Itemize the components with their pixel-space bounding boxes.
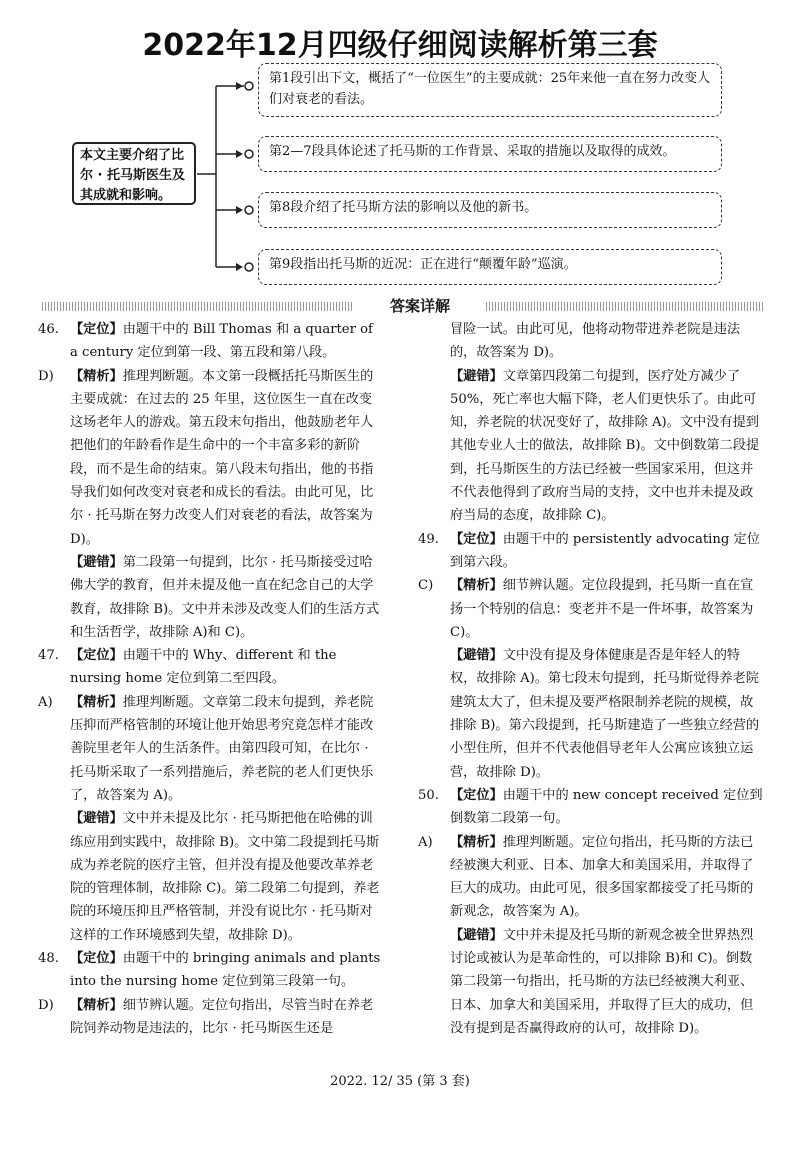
- answer-item: D) 【精析】细节辨认题。定位句指出，尽管当时在养老院饲养动物是违法的，比尔 · 托马斯医生还是: [38, 997, 374, 1036]
- avoid-note: 【避错】文中没有提及身体健康是否是年轻人的特权，故排除 A)。第七段末句提到，托马斯觉得养老院建筑太大了，但未提及要严格限制养老院的规模，故排除 B)。第六段提到，托马斯建造了一些独立经营的小型住所，但并不代表他倡导老年人公寓应该独立运营，故排除 D)。: [450, 648, 760, 780]
- avoid-note: 【避错】文章第四段第二句提到，医疗处方减少了 50%，死亡率也大幅下降，老人们更快乐了。由此可知，养老院的状况变好了，故排除 A)。文中没有提到其他专业人士的做法，故排除 B)。文中倒数第二段提到，托马斯医生的方法已经被一些国家采用，但这并不代表他得到了政府当局的支持，文中也并未提及政府当局的态度，故排除 C)。: [450, 368, 760, 524]
- answer-item: 50. 【定位】由题干中的 new concept received 定位到倒数第二段第一句。: [418, 787, 763, 827]
- paragraph-note-4: 第9段指出托马斯的近况：正在进行“颠覆年龄”巡演。: [258, 249, 722, 285]
- page-title: 2022年12月四级仔细阅读解析第三套: [142, 28, 658, 63]
- section-heading: 答案详解: [389, 297, 450, 315]
- avoid-note: 【避错】第二段第一句提到，比尔 · 托马斯接受过哈佛大学的教育，但并未提及他一直在纪念自己的大学教育，故排除 B)。文中并未涉及改变人们的生活方式和生活哲学，故排除 A)和 C)。: [70, 554, 380, 640]
- answer-item: 48. 【定位】由题干中的 bringing animals and plants into the nursing home 定位到第三段第一句。: [38, 951, 381, 990]
- continued-text: 冒险一试。由此可见，他将动物带进养老院是违法的，故答案为 D)。: [450, 322, 741, 361]
- paragraph-note-3: 第8段介绍了托马斯方法的影响以及他的新书。: [258, 192, 722, 228]
- avoid-note: 【避错】文中并未提及比尔 · 托马斯把他在哈佛的训练应用到实践中，故排除 B)。文中第二段提到托马斯成为养老院的医疗主管，但并没有提及他要改革养老院的管理体制，故排除 C)。第二段第二句提到，养老院的环境压抑且严格管制，并没有说比尔 · 托马斯对这样的工作环境感到失望，故排除 D)。: [70, 811, 380, 943]
- paragraph-note-1: 第1段引出下文，概括了“一位医生”的主要成就：25年来他一直在努力改变人们对衰老的看法。: [258, 63, 722, 117]
- section-heading-bar: [42, 298, 764, 314]
- answer-item: C) 【精析】细节辨认题。定位段提到，托马斯一直在宣扬一个特别的信息：变老并不是一件坏事，故答案为 C)。: [418, 578, 754, 640]
- page-footer: 2022. 12/ 35 (第 3 套): [330, 1074, 470, 1089]
- answer-item: D) 【精析】推理判断题。本文第一段概括托马斯医生的主要成就：在过去的 25 年里，这位医生一直在改变这场老年人的游戏。第五段末句指出，他鼓励老年人把他们的年龄看作是生命中的一个丰富多彩的新阶段，而不是生命的结束。第八段末句指出，他的书指导我们如何改变对衰老和成长的看法。由此可见，比尔 · 托马斯在努力改变人们对衰老的看法，故答案为 D)。: [38, 368, 374, 547]
- answer-item: A) 【精析】推理判断题。定位句指出，托马斯的方法已经被澳大利亚、日本、加拿大和美国采用，并取得了巨大的成功。由此可见，很多国家都接受了托马斯的新观念，故答案为 A)。: [418, 834, 754, 920]
- left-column: [38, 318, 383, 1040]
- answer-item: 49. 【定位】由题干中的 persistently advocating 定位到第六段。: [418, 531, 760, 570]
- right-column: [418, 318, 763, 1040]
- answer-item: 46. 【定位】由题干中的 Bill Thomas 和 a quarter of a century 定位到第一段、第五段和第八段。: [38, 322, 373, 361]
- answer-item: 47. 【定位】由题干中的 Why、different 和 the nursing home 定位到第二至四段。: [38, 648, 337, 687]
- divider: [42, 302, 354, 311]
- answer-item: A) 【精析】推理判断题。文章第二段末句提到，养老院压抑而严格管制的环境让他开始思考究竟怎样才能改善院里老年人的生活条件。由第四段可知，在比尔 · 托马斯采取了一系列措施后，养老院的老人们更快乐了，故答案为 A)。: [38, 694, 374, 803]
- paragraph-note-2: 第2—7段具体论述了托马斯的工作背景、采取的措施以及取得的成效。: [258, 136, 722, 172]
- divider: [486, 302, 764, 311]
- avoid-note: 【避错】文中并未提及托马斯的新观念被全世界热烈讨论或被认为是革命性的，可以排除 B)和 C)。倒数第二段第一句指出，托马斯的方法已经被澳大利亚、日本、加拿大和美国采用，并取得了巨大的成功，但没有提到是否赢得政府的认可，故排除 D)。: [450, 927, 754, 1036]
- summary-box: 本文主要介绍了比尔 · 托马斯医生及其成就和影响。: [72, 142, 196, 205]
